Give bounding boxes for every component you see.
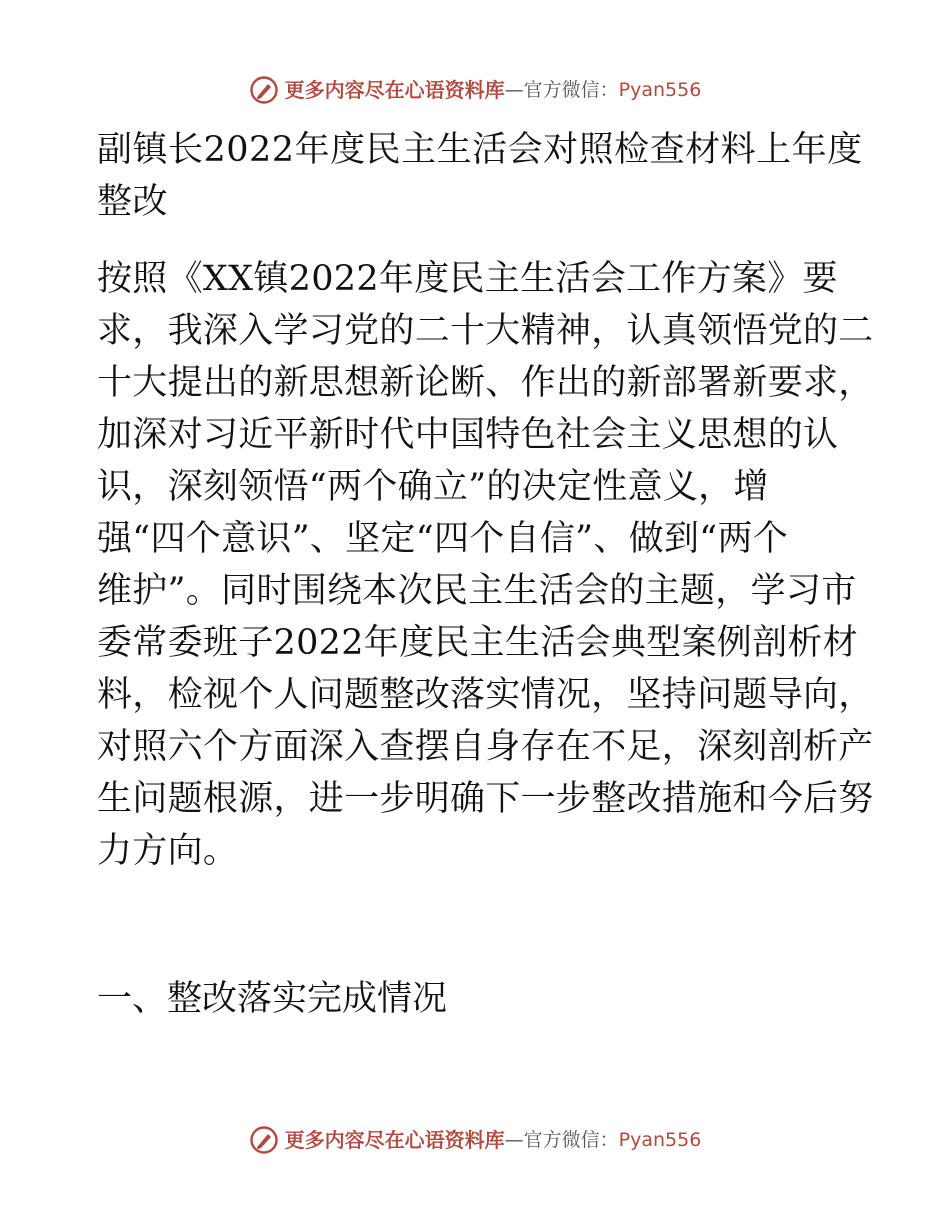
- section-heading: [97, 973, 857, 1025]
- title-line: 副镇长2022年度民主生活会对照检查材料上年度: [97, 130, 863, 170]
- body-line: 强“四个意识”、坚定“四个自信”、做到“两个: [97, 519, 789, 559]
- pen-nib-logo-icon: [249, 1125, 279, 1155]
- body-line: 维护”。同时围绕本次民主生活会的主题，学习市: [97, 571, 857, 611]
- body-line: 识，深刻领悟“两个确立”的决定性意义，增: [97, 467, 769, 507]
- watermark-wechat-id: Pyan556: [618, 1129, 702, 1151]
- body-line: 生问题根源，进一步明确下一步整改措施和今后努: [97, 779, 874, 819]
- body-line: 料，检视个人问题整改落实情况，坚持问题导向，: [97, 675, 874, 715]
- body-paragraph: [97, 253, 874, 877]
- body-line: 按照《XX镇2022年度民主生活会工作方案》要: [97, 259, 838, 299]
- document-title: [97, 124, 863, 228]
- watermark-wechat-id: Pyan556: [618, 79, 702, 101]
- body-line: 十大提出的新思想新论断、作出的新部署新要求，: [97, 363, 874, 403]
- body-line: 委常委班子2022年度民主生活会典型案例剖析材: [97, 623, 858, 663]
- watermark-header: [0, 75, 950, 105]
- watermark-footer: [0, 1125, 950, 1155]
- pen-nib-logo-icon: [249, 75, 279, 105]
- watermark-separator: —官方微信：: [504, 79, 619, 101]
- body-line: 对照六个方面深入查摆自身存在不足，深刻剖析产: [97, 727, 874, 767]
- watermark-main-text: 更多内容尽在心语资料库: [284, 78, 505, 102]
- section-heading-text: 一、整改落实完成情况: [97, 979, 448, 1019]
- title-line: 整改: [97, 182, 169, 222]
- body-line: 求，我深入学习党的二十大精神，认真领悟党的二: [97, 311, 874, 351]
- watermark-separator: —官方微信：: [504, 1129, 619, 1151]
- body-line: 加深对习近平新时代中国特色社会主义思想的认: [97, 415, 839, 455]
- watermark-main-text: 更多内容尽在心语资料库: [284, 1128, 505, 1152]
- body-line: 力方向。: [97, 831, 239, 871]
